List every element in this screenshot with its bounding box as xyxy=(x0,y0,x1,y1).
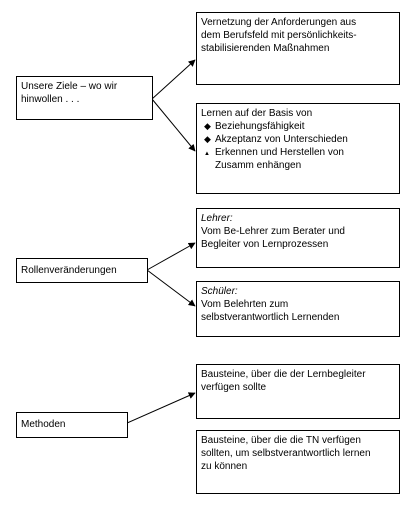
rollen-label: Rollenveränderungen xyxy=(21,265,117,276)
vernetzung-line-1: Vernetzung der Anforderungen aus xyxy=(201,17,357,28)
methoden-box xyxy=(16,412,128,438)
bausteine-tn-line-3: zu können xyxy=(201,461,248,472)
lehrer-heading: Lehrer: xyxy=(201,213,233,224)
diamond-bullet-icon: ◆ xyxy=(204,134,211,144)
bullet-text-cont: Zusamm enhängen xyxy=(215,160,302,171)
triangle-bullet-icon: ▲ xyxy=(204,151,210,157)
bullet-text: Akzeptanz von Unterschieden xyxy=(215,134,348,145)
bullet-item xyxy=(201,133,395,146)
schueler-box xyxy=(196,281,400,337)
schueler-heading: Schüler: xyxy=(201,286,238,297)
vernetzung-box xyxy=(196,12,400,85)
rollen-box xyxy=(16,258,148,283)
bullet-text: Beziehungsfähigkeit xyxy=(215,121,305,132)
arrow-rollen-to-schueler xyxy=(147,270,195,306)
bullet-text: Erkennen und Herstellen von xyxy=(215,147,344,158)
lehrer-box xyxy=(196,208,400,268)
vernetzung-line-2: dem Berufsfeld mit persönlichkeits- xyxy=(201,30,357,41)
lehrer-line-1: Vom Be-Lehrer zum Berater und xyxy=(201,226,345,237)
arrow-methoden-to-bausteine xyxy=(127,393,195,423)
vernetzung-line-3: stabilisierenden Maßnahmen xyxy=(201,43,330,54)
bullet-item xyxy=(201,146,395,172)
arrow-ziele-to-vernetzung xyxy=(152,60,195,99)
schueler-line-2: selbstverantwortlich Lernenden xyxy=(201,312,340,323)
bausteine-lernbegleiter-line-1: Bausteine, über die der Lernbegleiter xyxy=(201,369,366,380)
bausteine-lernbegleiter-box xyxy=(196,364,400,419)
lernen-intro: Lernen auf der Basis von xyxy=(201,108,313,119)
lehrer-line-2: Begleiter von Lernprozessen xyxy=(201,239,329,250)
bullet-item xyxy=(201,120,395,133)
arrow-rollen-to-lehrer xyxy=(147,243,195,270)
ziele-line-2: hinwollen . . . xyxy=(21,94,80,105)
diamond-bullet-icon: ◆ xyxy=(204,121,211,131)
bausteine-tn-line-2: sollten, um selbstverantwortlich lernen xyxy=(201,448,371,459)
schueler-line-1: Vom Belehrten zum xyxy=(201,299,289,310)
bausteine-lernbegleiter-line-2: verfügen sollte xyxy=(201,382,267,393)
arrow-ziele-to-lernen xyxy=(152,99,195,151)
bausteine-tn-line-1: Bausteine, über die die TN verfügen xyxy=(201,435,361,446)
bausteine-tn-box xyxy=(196,430,400,494)
methoden-label: Methoden xyxy=(21,419,66,430)
ziele-box xyxy=(16,76,153,120)
ziele-line-1: Unsere Ziele – wo wir xyxy=(21,81,118,92)
lernen-box xyxy=(196,103,400,194)
lernen-bullet-list xyxy=(201,120,395,172)
